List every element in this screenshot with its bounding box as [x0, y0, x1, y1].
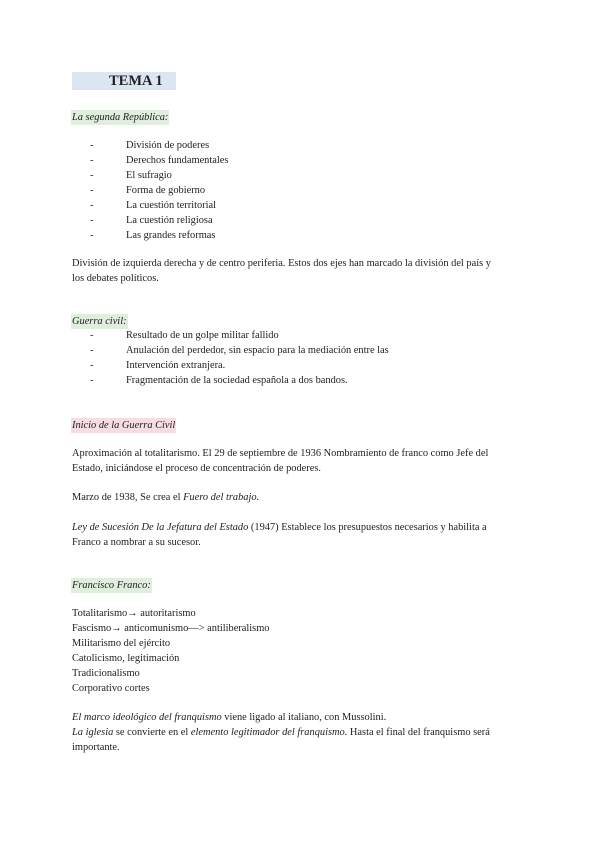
- list-item: Catolicismo, legitimación: [72, 653, 180, 664]
- paragraph-line: Estado, iniciándose el proceso de concentración de poderes.: [72, 463, 321, 474]
- paragraph-line: División de izquierda derecha y de centro periferia. Estos dos ejes han marcado la división del país y: [72, 258, 491, 269]
- list-item: - División de poderes: [90, 140, 210, 151]
- paragraph-line: Aproximación al totalitarismo. El 29 de septiembre de 1936 Nombramiento de franco como Jefe del: [72, 448, 489, 459]
- paragraph-text: se convierte en el: [113, 727, 191, 738]
- paragraph-text: (1947) Establece los presupuestos necesarios y habilita a: [248, 522, 487, 533]
- list-item: Militarismo del ejército: [72, 638, 171, 649]
- list-item: - Anulación del perdedor, sin espacio para la mediación entre las: [90, 345, 389, 356]
- section-heading-francisco-franco: Francisco Franco:: [72, 580, 151, 591]
- paragraph-text: viene ligado al italiano, con Mussolini.: [221, 712, 387, 723]
- list-item: - Derechos fundamentales: [90, 155, 229, 166]
- section-heading-segunda-republica: La segunda República:: [72, 112, 169, 123]
- list-item: - Las grandes reformas: [90, 230, 216, 241]
- title-highlight: [72, 72, 176, 90]
- list-item: - La cuestión territorial: [90, 200, 217, 211]
- list-item: Totalitarismo→ autoritarismo: [72, 608, 196, 619]
- list-item: - Forma de gobierno: [90, 185, 206, 196]
- ley-sucesion-term: Ley de Sucesión De la Jefatura del Estado: [72, 522, 249, 533]
- list-item: Tradicionalismo: [72, 668, 140, 679]
- marco-ideologico-term: El marco ideológico del franquismo: [72, 712, 222, 723]
- paragraph-line: los debates políticos.: [72, 273, 159, 284]
- list-item: - Intervención extranjera.: [90, 360, 226, 371]
- list-item: Corporativo cortes: [72, 683, 150, 694]
- paragraph-text: Hasta el final del franquismo será: [347, 727, 490, 738]
- paragraph-line: importante.: [72, 742, 120, 753]
- page-title: TEMA 1: [109, 73, 163, 89]
- list-segunda-republica: [90, 138, 390, 243]
- paragraph-text: Marzo de 1938, Se crea el: [72, 492, 184, 503]
- list-item: Fascismo→ anticomunismo—> antiliberalismo: [72, 623, 270, 634]
- paragraph-totalitarismo: [72, 446, 488, 476]
- paragraph-iglesia: [72, 725, 490, 755]
- paragraph-fuero-trabajo: [72, 490, 259, 505]
- list-item: - El sufragio: [90, 170, 172, 181]
- franco-characteristics: [72, 606, 270, 696]
- section-heading-guerra-civil: Guerra civil:: [72, 316, 127, 327]
- paragraph-ley-sucesion: [72, 520, 487, 550]
- paragraph-line: Franco a nombrar a su sucesor.: [72, 537, 201, 548]
- list-item: - La cuestión religiosa: [90, 215, 213, 226]
- fuero-del-trabajo-term: Fuero del trabajo.: [183, 492, 260, 503]
- paragraph-marco-ideologico: [72, 710, 386, 725]
- section-heading-inicio-guerra-civil: Inicio de la Guerra Civil: [72, 420, 176, 431]
- list-item: - Fragmentación de la sociedad española a dos bandos.: [90, 375, 348, 386]
- paragraph-ejes: [72, 256, 491, 286]
- list-guerra-civil: [90, 328, 420, 388]
- list-item: - Resultado de un golpe militar fallido: [90, 330, 279, 341]
- iglesia-term: La iglesia: [72, 727, 114, 738]
- elemento-legitimador-term: elemento legitimador del franquismo.: [190, 727, 348, 738]
